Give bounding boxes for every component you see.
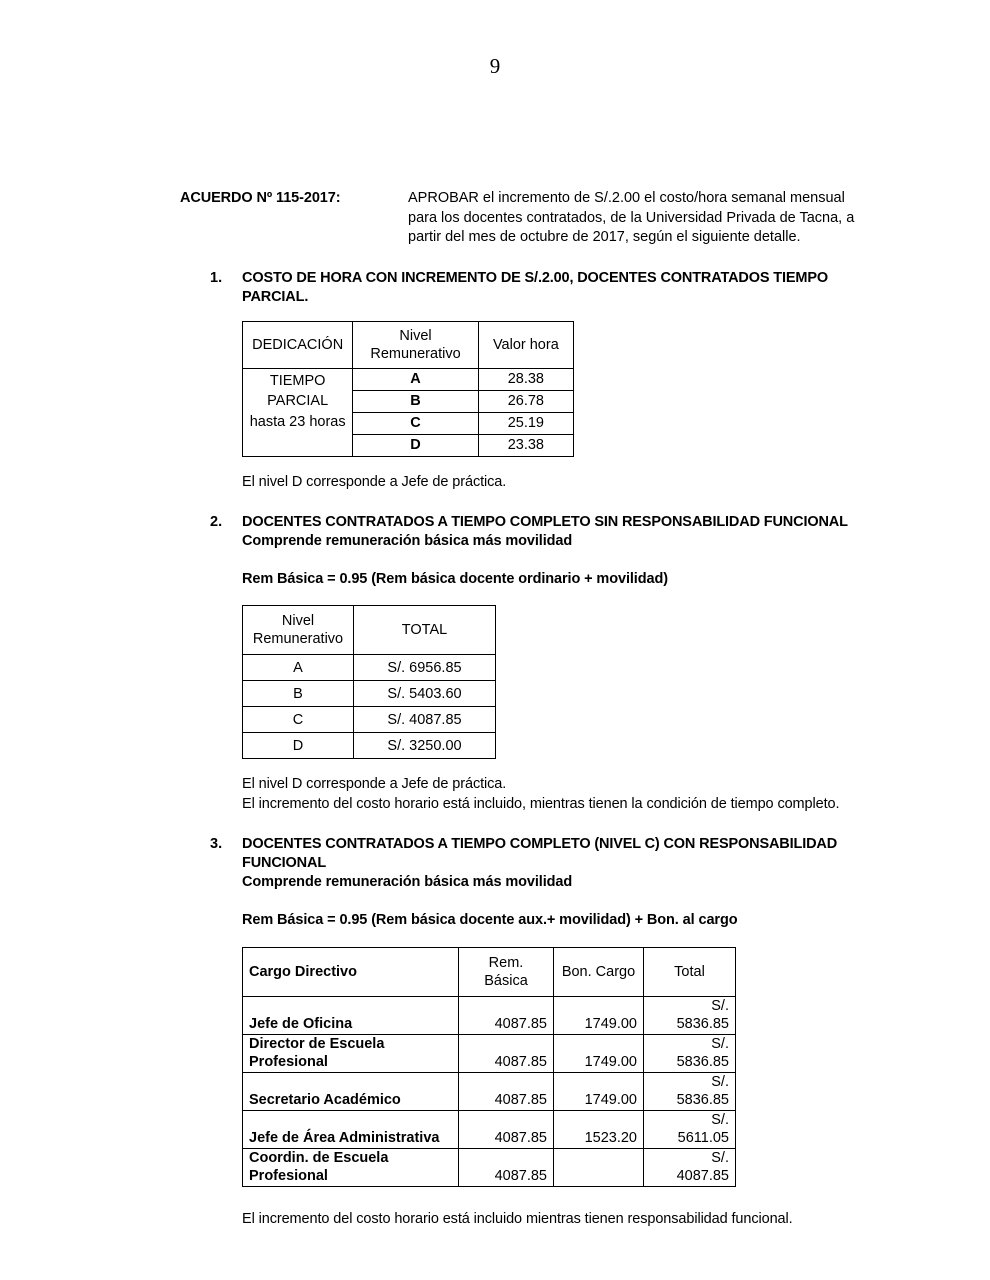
- cargo-line-2: Profesional: [249, 1053, 328, 1070]
- cell-bon-cargo: [554, 1149, 644, 1187]
- header-nivel-line-2: Remunerativo: [252, 631, 344, 647]
- header-rem-line-1: Rem.: [488, 955, 524, 971]
- header-nivel-line-1: Nivel: [281, 613, 315, 629]
- table-row: [243, 655, 496, 681]
- acuerdo-line-3: partir del mes de octubre de 2017, según el siguiente detalle.: [408, 229, 801, 245]
- cell-valor: 26.78: [478, 390, 573, 412]
- header-cargo-directivo: Cargo Directivo: [243, 948, 459, 997]
- acuerdo-block: [180, 189, 892, 248]
- table-row: [243, 733, 496, 759]
- dedicacion-line-3: hasta 23 horas: [249, 413, 346, 430]
- cell-nivel: A: [353, 368, 478, 390]
- cell-rem-basica: 4087.85: [459, 997, 554, 1035]
- section-1-title: COSTO DE HORA CON INCREMENTO DE S/.2.00, DOCENTES CONTRATADOS TIEMPO PARCIAL.: [242, 269, 828, 305]
- total-amount: 4087.85: [676, 1167, 729, 1184]
- total-amount: 5836.85: [676, 1015, 729, 1032]
- costo-hora-table: [242, 321, 574, 457]
- currency-symbol: S/.: [711, 1036, 729, 1052]
- cargo-line-2: Profesional: [249, 1167, 328, 1184]
- table-row: [243, 997, 736, 1035]
- section-3-note: El incremento del costo horario está incluido mientras tienen responsabilidad funcional.: [242, 1211, 793, 1227]
- header-nivel-remunerativo: [353, 321, 478, 368]
- table-row: [243, 1073, 736, 1111]
- cell-total: S/. 5403.60: [354, 681, 496, 707]
- section-2: [180, 513, 892, 589]
- acuerdo-body: [408, 189, 892, 248]
- cell-bon-cargo: 1749.00: [554, 1035, 644, 1073]
- cell-total: S/. 6956.85: [354, 655, 496, 681]
- table-row: [243, 707, 496, 733]
- dedicacion-line-1: TIEMPO: [269, 372, 326, 389]
- table-row: [243, 681, 496, 707]
- section-3-title: DOCENTES CONTRATADOS A TIEMPO COMPLETO (NIVEL C) CON RESPONSABILIDAD FUNCIONAL: [242, 836, 838, 871]
- acuerdo-label: ACUERDO Nº 115-2017:: [180, 190, 341, 206]
- cell-valor: 28.38: [478, 368, 573, 390]
- cell-cargo: [243, 1111, 459, 1149]
- total-amount: 5836.85: [676, 1091, 729, 1108]
- header-nivel-remunerativo: [243, 606, 354, 655]
- cell-rem-basica: 4087.85: [459, 1149, 554, 1187]
- header-nivel-line-2: Remunerativo: [370, 345, 461, 362]
- cell-cargo: [243, 997, 459, 1035]
- cell-total: [644, 1035, 736, 1073]
- acuerdo-line-1: APROBAR el incremento de S/.2.00 el costo/hora semanal mensual: [408, 190, 845, 206]
- table-header-row: [243, 606, 496, 655]
- document-content: [180, 189, 892, 1230]
- cell-total: S/. 3250.00: [354, 733, 496, 759]
- cell-valor: 23.38: [478, 434, 573, 456]
- cell-nivel: D: [243, 733, 354, 759]
- table-header-row: [243, 948, 736, 997]
- section-1: [180, 269, 892, 307]
- cell-cargo: [243, 1073, 459, 1111]
- cell-nivel: A: [243, 655, 354, 681]
- cell-rem-basica: 4087.85: [459, 1073, 554, 1111]
- header-valor-hora: Valor hora: [478, 321, 573, 368]
- cell-bon-cargo: 1749.00: [554, 1073, 644, 1111]
- section-1-note: El nivel D corresponde a Jefe de práctica.: [242, 473, 507, 490]
- section-2-note-2: El incremento del costo horario está incluido, mientras tienen la condición de tiempo completo.: [242, 795, 840, 812]
- cargo-line-1: Director de Escuela: [249, 1036, 385, 1052]
- section-2-number: 2.: [210, 514, 223, 530]
- header-total: Total: [644, 948, 736, 997]
- section-3-number: 3.: [210, 836, 223, 852]
- section-1-number: 1.: [210, 269, 223, 286]
- cell-total: [644, 1111, 736, 1149]
- total-amount: 5836.85: [676, 1053, 729, 1070]
- cargo-directivo-table: [242, 947, 736, 1187]
- page-number: 9: [489, 54, 501, 78]
- cargo-line-1: Jefe de Oficina: [249, 1015, 353, 1032]
- section-3: [180, 835, 892, 930]
- cell-bon-cargo: 1749.00: [554, 997, 644, 1035]
- cell-nivel: C: [243, 707, 354, 733]
- table-row: [243, 1111, 736, 1149]
- section-2-notes: [180, 775, 892, 814]
- cell-valor: 25.19: [478, 412, 573, 434]
- header-dedicacion: DEDICACIÓN: [243, 321, 353, 368]
- header-bon-cargo: Bon. Cargo: [554, 948, 644, 997]
- header-rem-basica: [459, 948, 554, 997]
- cargo-line-1: Coordin. de Escuela: [249, 1150, 389, 1166]
- cell-total: S/. 4087.85: [354, 707, 496, 733]
- cell-dedicacion: [243, 368, 353, 456]
- section-2-formula: Rem Básica = 0.95 (Rem básica docente ordinario + movilidad): [242, 571, 668, 587]
- header-nivel-line-1: Nivel: [399, 327, 432, 344]
- dedicacion-line-2: PARCIAL: [267, 393, 329, 409]
- table-3-wrapper: [180, 947, 892, 1187]
- currency-symbol: S/.: [711, 1112, 729, 1128]
- cell-total: [644, 997, 736, 1035]
- table-row: [243, 1149, 736, 1187]
- table-1-wrapper: [180, 321, 892, 457]
- cell-nivel: B: [353, 390, 478, 412]
- header-rem-line-2: Básica: [484, 973, 528, 989]
- header-total: TOTAL: [354, 606, 496, 655]
- cargo-line-1: Jefe de Área Administrativa: [249, 1129, 440, 1146]
- currency-symbol: S/.: [711, 1150, 729, 1166]
- total-amount: 5611.05: [677, 1129, 729, 1146]
- table-row: [243, 368, 574, 390]
- cell-bon-cargo: 1523.20: [554, 1111, 644, 1149]
- cell-total: [644, 1073, 736, 1111]
- acuerdo-line-2: para los docentes contratados, de la Universidad Privada de Tacna, a: [408, 209, 855, 226]
- cell-cargo: [243, 1035, 459, 1073]
- cell-total: [644, 1149, 736, 1187]
- table-header-row: [243, 321, 574, 368]
- section-3-formula: Rem Básica = 0.95 (Rem básica docente aux.+ movilidad) + Bon. al cargo: [242, 912, 738, 928]
- cell-cargo: [243, 1149, 459, 1187]
- cell-nivel: D: [353, 434, 478, 456]
- table-row: [243, 1035, 736, 1073]
- currency-symbol: S/.: [711, 998, 729, 1014]
- section-3-subtitle: Comprende remuneración básica más movilidad: [242, 874, 573, 890]
- section-2-note-1: El nivel D corresponde a Jefe de práctica.: [242, 776, 507, 792]
- currency-symbol: S/.: [711, 1074, 729, 1090]
- section-2-subtitle: Comprende remuneración básica más movilidad: [242, 533, 573, 549]
- cell-rem-basica: 4087.85: [459, 1035, 554, 1073]
- cell-nivel: B: [243, 681, 354, 707]
- tiempo-completo-table: [242, 605, 496, 759]
- cell-nivel: C: [353, 412, 478, 434]
- table-2-wrapper: [180, 605, 892, 759]
- section-2-title: DOCENTES CONTRATADOS A TIEMPO COMPLETO SIN RESPONSABILIDAD FUNCIONAL: [242, 514, 848, 530]
- cargo-line-1: Secretario Académico: [249, 1091, 401, 1108]
- cell-rem-basica: 4087.85: [459, 1111, 554, 1149]
